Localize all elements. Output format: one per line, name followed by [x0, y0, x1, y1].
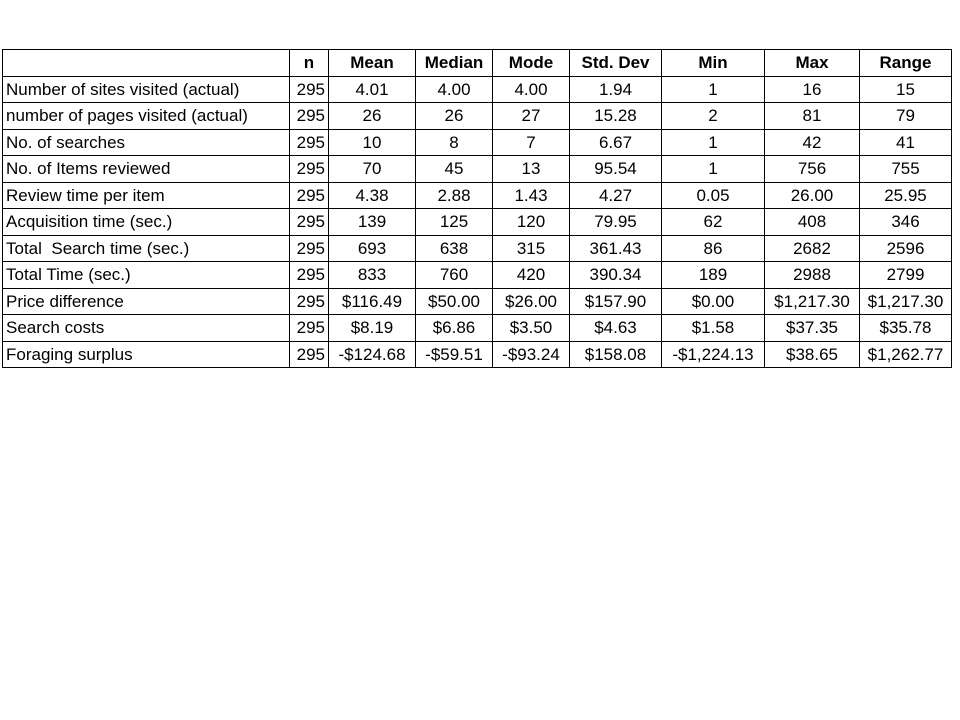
min-cell: 2: [662, 103, 765, 130]
table-row: [3, 129, 952, 156]
n-cell: 295: [290, 129, 329, 156]
min-cell: 86: [662, 235, 765, 262]
range-cell: $1,217.30: [860, 288, 952, 315]
std-dev-cell: $4.63: [570, 315, 662, 342]
min-cell: 189: [662, 262, 765, 289]
mean-header: Mean: [329, 50, 416, 77]
range-cell: 346: [860, 209, 952, 236]
n-cell: 295: [290, 76, 329, 103]
n-header: n: [290, 50, 329, 77]
row-label: Number of sites visited (actual): [3, 76, 290, 103]
mode-cell: 315: [493, 235, 570, 262]
max-cell: 756: [765, 156, 860, 183]
n-cell: 295: [290, 235, 329, 262]
row-label: Foraging surplus: [3, 341, 290, 368]
mode-cell: 120: [493, 209, 570, 236]
median-cell: -$59.51: [416, 341, 493, 368]
mean-cell: 26: [329, 103, 416, 130]
table-body: [3, 76, 952, 368]
median-cell: $50.00: [416, 288, 493, 315]
row-label: No. of searches: [3, 129, 290, 156]
median-cell: 26: [416, 103, 493, 130]
mean-cell: 833: [329, 262, 416, 289]
table-row: [3, 262, 952, 289]
max-cell: 408: [765, 209, 860, 236]
min-cell: 1: [662, 129, 765, 156]
median-cell: 45: [416, 156, 493, 183]
min-cell: 1: [662, 76, 765, 103]
n-cell: 295: [290, 209, 329, 236]
min-cell: $0.00: [662, 288, 765, 315]
mean-cell: $116.49: [329, 288, 416, 315]
n-cell: 295: [290, 156, 329, 183]
max-cell: 26.00: [765, 182, 860, 209]
mode-cell: -$93.24: [493, 341, 570, 368]
row-label: No. of Items reviewed: [3, 156, 290, 183]
min-cell: 62: [662, 209, 765, 236]
mean-cell: 4.01: [329, 76, 416, 103]
median-cell: $6.86: [416, 315, 493, 342]
table-row: [3, 76, 952, 103]
min-cell: $1.58: [662, 315, 765, 342]
median-cell: 2.88: [416, 182, 493, 209]
table-row: [3, 315, 952, 342]
mean-cell: $8.19: [329, 315, 416, 342]
max-cell: 42: [765, 129, 860, 156]
std-dev-cell: $158.08: [570, 341, 662, 368]
row-label-header: [3, 50, 290, 77]
mean-cell: 693: [329, 235, 416, 262]
table-row: [3, 288, 952, 315]
n-cell: 295: [290, 182, 329, 209]
std-dev-cell: 6.67: [570, 129, 662, 156]
n-cell: 295: [290, 341, 329, 368]
table-row: [3, 182, 952, 209]
range-cell: 41: [860, 129, 952, 156]
row-label: Total Time (sec.): [3, 262, 290, 289]
table-row: [3, 341, 952, 368]
median-cell: 760: [416, 262, 493, 289]
mean-cell: -$124.68: [329, 341, 416, 368]
median-cell: 638: [416, 235, 493, 262]
min-cell: 1: [662, 156, 765, 183]
range-cell: 2596: [860, 235, 952, 262]
n-cell: 295: [290, 103, 329, 130]
row-label: number of pages visited (actual): [3, 103, 290, 130]
mean-cell: 4.38: [329, 182, 416, 209]
max-cell: $1,217.30: [765, 288, 860, 315]
mode-header: Mode: [493, 50, 570, 77]
mode-cell: $26.00: [493, 288, 570, 315]
mean-cell: 10: [329, 129, 416, 156]
table-row: [3, 209, 952, 236]
row-label: Search costs: [3, 315, 290, 342]
median-cell: 8: [416, 129, 493, 156]
max-cell: 2682: [765, 235, 860, 262]
range-header: Range: [860, 50, 952, 77]
range-cell: 25.95: [860, 182, 952, 209]
table-row: [3, 103, 952, 130]
table-row: [3, 235, 952, 262]
range-cell: $1,262.77: [860, 341, 952, 368]
min-cell: 0.05: [662, 182, 765, 209]
max-cell: 2988: [765, 262, 860, 289]
mean-cell: 139: [329, 209, 416, 236]
range-cell: 2799: [860, 262, 952, 289]
n-cell: 295: [290, 262, 329, 289]
std-dev-cell: 390.34: [570, 262, 662, 289]
n-cell: 295: [290, 288, 329, 315]
row-label: Price difference: [3, 288, 290, 315]
min-cell: -$1,224.13: [662, 341, 765, 368]
median-header: Median: [416, 50, 493, 77]
header-row: [3, 50, 952, 77]
descriptive-statistics-table: [2, 49, 952, 368]
mode-cell: 7: [493, 129, 570, 156]
row-label: Review time per item: [3, 182, 290, 209]
min-header: Min: [662, 50, 765, 77]
std-dev-cell: 4.27: [570, 182, 662, 209]
range-cell: 79: [860, 103, 952, 130]
max-cell: $37.35: [765, 315, 860, 342]
range-cell: $35.78: [860, 315, 952, 342]
row-label: Acquisition time (sec.): [3, 209, 290, 236]
std-dev-cell: $157.90: [570, 288, 662, 315]
mode-cell: 4.00: [493, 76, 570, 103]
max-cell: $38.65: [765, 341, 860, 368]
max-cell: 16: [765, 76, 860, 103]
std-dev-cell: 361.43: [570, 235, 662, 262]
std-dev-cell: 79.95: [570, 209, 662, 236]
row-label: Total Search time (sec.): [3, 235, 290, 262]
std-dev-cell: 15.28: [570, 103, 662, 130]
mode-cell: $3.50: [493, 315, 570, 342]
mode-cell: 420: [493, 262, 570, 289]
std-dev-header: Std. Dev: [570, 50, 662, 77]
median-cell: 125: [416, 209, 493, 236]
std-dev-cell: 95.54: [570, 156, 662, 183]
table-row: [3, 156, 952, 183]
mean-cell: 70: [329, 156, 416, 183]
n-cell: 295: [290, 315, 329, 342]
range-cell: 15: [860, 76, 952, 103]
median-cell: 4.00: [416, 76, 493, 103]
mode-cell: 27: [493, 103, 570, 130]
mode-cell: 13: [493, 156, 570, 183]
std-dev-cell: 1.94: [570, 76, 662, 103]
max-header: Max: [765, 50, 860, 77]
mode-cell: 1.43: [493, 182, 570, 209]
max-cell: 81: [765, 103, 860, 130]
range-cell: 755: [860, 156, 952, 183]
